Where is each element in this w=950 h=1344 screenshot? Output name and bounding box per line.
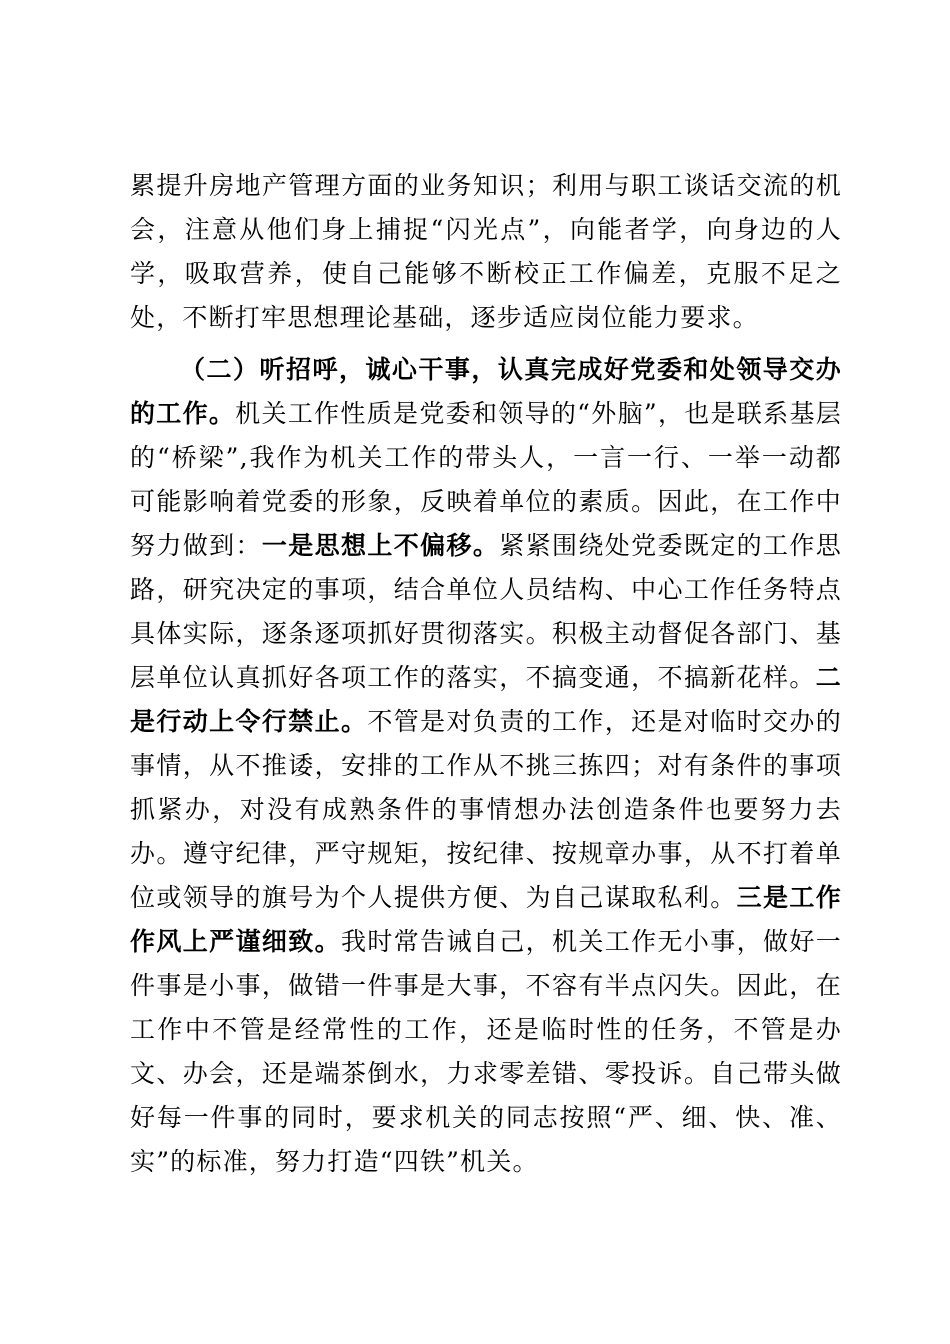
paragraph-section-2 <box>130 348 842 1184</box>
paragraph-1-text: 累提升房地产管理方面的业务知识；利用与职工谈话交流的机会，注意从他们身上捕捉“闪光点”，向能者学，向身边的人学，吸取营养，使自己能够不断校正工作偏差，克服不足之处，不断打牢思想理论基础，逐步适应岗位能力要求。 <box>130 171 842 332</box>
paragraph-continuation <box>130 164 842 340</box>
document-body <box>130 164 842 1192</box>
point-2-text: 不管是对负责的工作，还是对临时交办的事情，从不推诿，安排的工作从不挑三拣四；对有条件的事项抓紧办，对没有成熟条件的事情想办法创造条件也要努力去办。遵守纪律，严守规矩，按纪律、按规章办事，从不打着单位或领导的旗号为个人提供方便、为自己谋取私利。 <box>130 707 842 912</box>
point-1-text: 紧紧围绕处党委既定的工作思路，研究决定的事项，结合单位人员结构、中心工作任务特点具体实际，逐条逐项抓好贯彻落实。积极主动督促各部门、基层单位认真抓好各项工作的落实，不搞变通，不搞新花样。 <box>130 531 842 692</box>
point-3-title: 三是工作作风上严谨细致。 <box>130 883 842 956</box>
section-2-heading: （二）听招呼，诚心干事，认真完成好党委和处领导交办的工作。 <box>130 355 842 428</box>
point-2-title: 二是行动上令行禁止。 <box>130 663 842 736</box>
section-2-intro: 机关工作性质是党委和领导的“外脑”，也是联系基层的“桥梁”,我作为机关工作的带头人，一言一行、一举一动都可能影响着党委的形象，反映着单位的素质。因此，在工作中努力做到： <box>130 399 842 560</box>
point-1-title: 一是思想上不偏移。 <box>261 531 500 560</box>
point-3-text: 我时常告诫自己，机关工作无小事，做好一件事是小事，做错一件事是大事，不容有半点闪失。因此，在工作中不管是经常性的工作，还是临时性的任务，不管是办文、办会，还是端茶倒水，力求零差错、零投诉。自己带头做好每一件事的同时，要求机关的同志按照“严、细、快、准、实”的标准，努力打造“四铁”机关。 <box>130 927 842 1176</box>
